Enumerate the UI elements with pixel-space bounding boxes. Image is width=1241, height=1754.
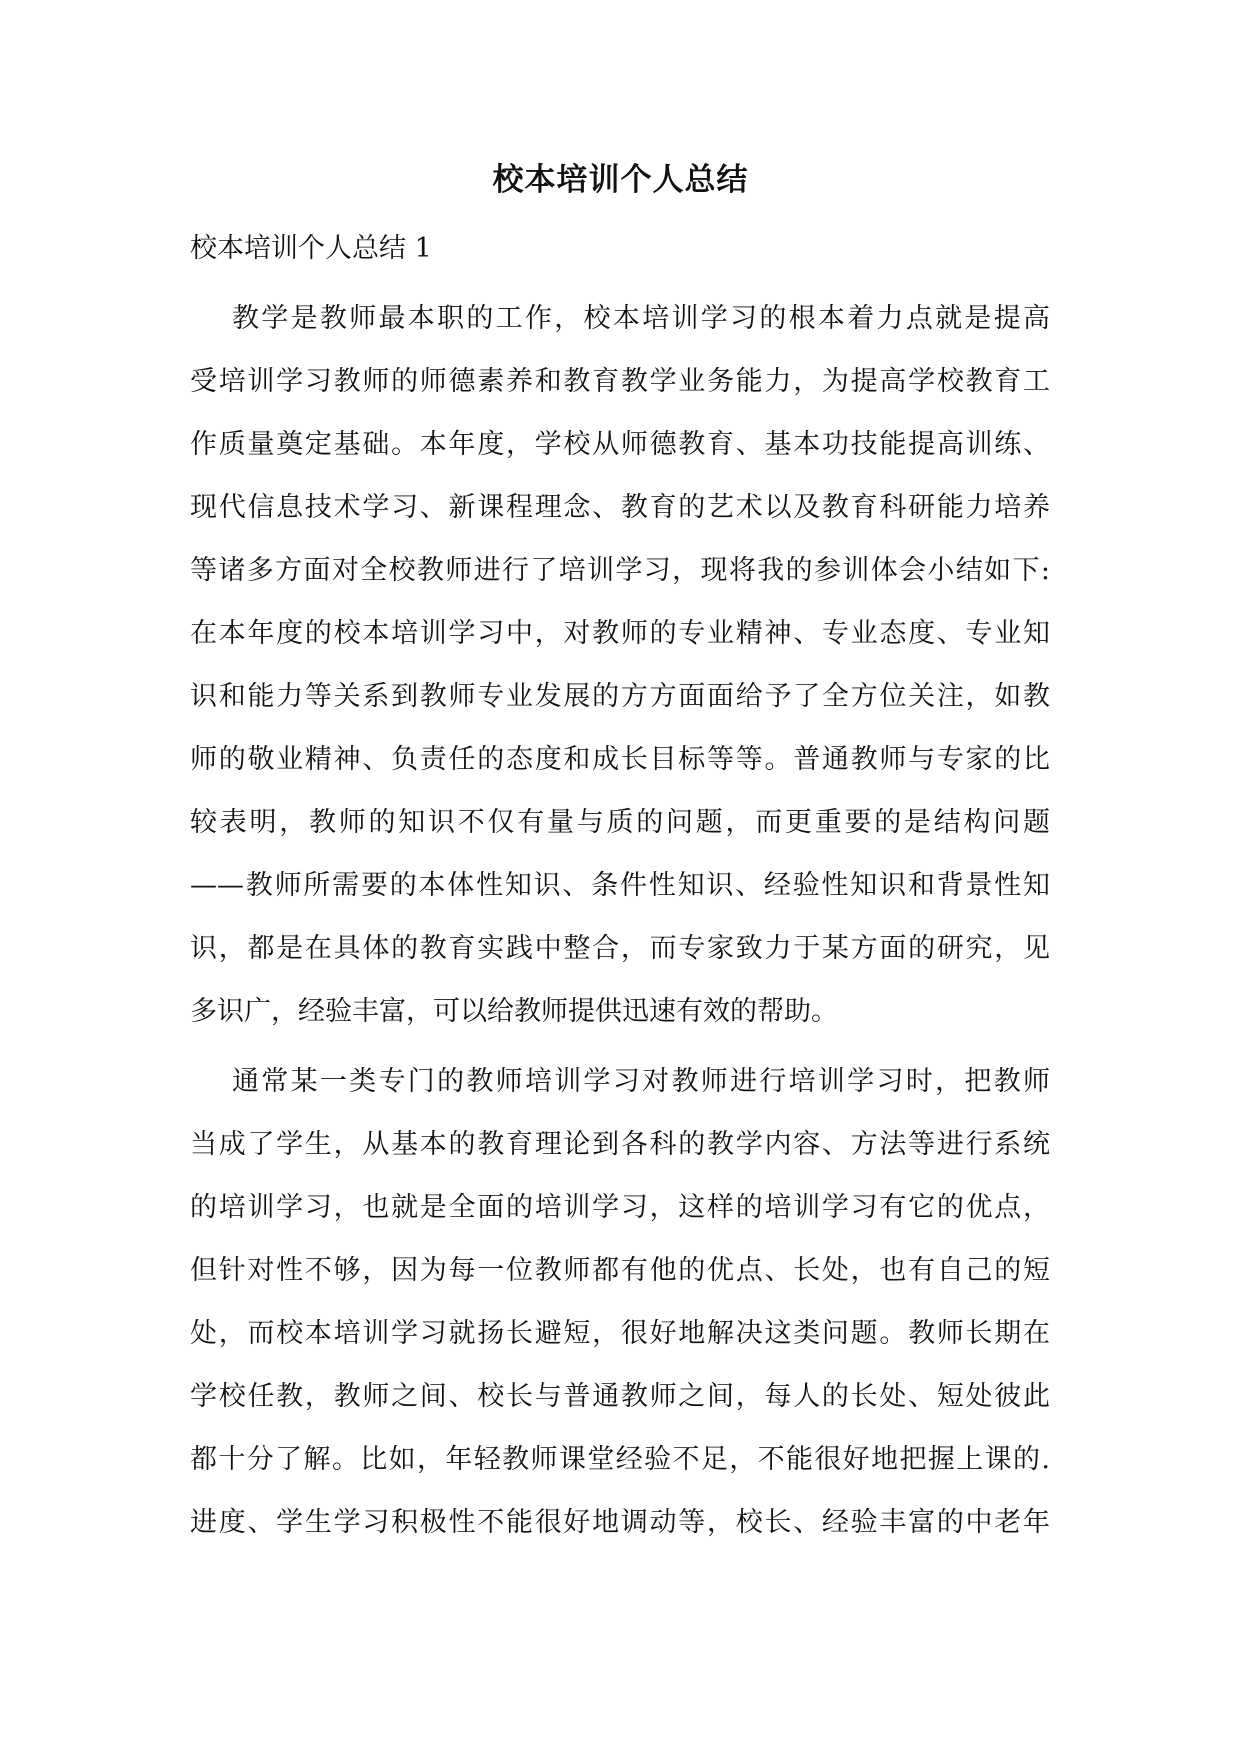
paragraph-2-line: 进度、学生学习积极性不能很好地调动等，校长、经验丰富的中老年 (190, 1507, 1050, 1538)
paragraph-1-line: 多识广，经验丰富，可以给教师提供迅速有效的帮助。 (190, 996, 838, 1027)
paragraph-1-line: 在本年度的校本培训学习中，对教师的专业精神、专业态度、专业知 (190, 618, 1050, 649)
section-heading: 校本培训个人总结 1 (190, 233, 432, 264)
paragraph-1-line: 较表明，教师的知识不仅有量与质的问题，而更重要的是结构问题 (190, 807, 1050, 838)
paragraph-2-line: 通常某一类专门的教师培训学习对教师进行培训学习时，把教师 (232, 1066, 1050, 1097)
paragraph-1-line: 识和能力等关系到教师专业发展的方方面面给予了全方位关注，如教 (190, 681, 1050, 712)
paragraph-1-line: 现代信息技术学习、新课程理念、教育的艺术以及教育科研能力培养 (190, 492, 1050, 523)
paragraph-1-line: 教学是教师最本职的工作，校本培训学习的根本着力点就是提高 (232, 303, 1050, 334)
paragraph-2-line: 的培训学习，也就是全面的培训学习，这样的培训学习有它的优点， (190, 1192, 1050, 1223)
paragraph-1-line: 等诸多方面对全校教师进行了培训学习，现将我的参训体会小结如下: (190, 555, 1050, 586)
paragraph-1-line: 识，都是在具体的教育实践中整合，而专家致力于某方面的研究，见 (190, 933, 1050, 964)
paragraph-2-line: 都十分了解。比如，年轻教师课堂经验不足，不能很好地把握上课的. (190, 1444, 1050, 1475)
paragraph-1-line: ——教师所需要的本体性知识、条件性知识、经验性知识和背景性知 (190, 870, 1050, 901)
paragraph-2-line: 处，而校本培训学习就扬长避短，很好地解决这类问题。教师长期在 (190, 1318, 1050, 1349)
paragraph-1-line: 受培训学习教师的师德素养和教育教学业务能力，为提高学校教育工 (190, 366, 1050, 397)
paragraph-2-line: 当成了学生，从基本的教育理论到各科的教学内容、方法等进行系统 (190, 1129, 1050, 1160)
paragraph-1-line: 师的敬业精神、负责任的态度和成长目标等等。普通教师与专家的比 (190, 744, 1050, 775)
paragraph-2-line: 但针对性不够，因为每一位教师都有他的优点、长处，也有自己的短 (190, 1255, 1050, 1286)
document-title: 校本培训个人总结 (492, 162, 749, 198)
paragraph-1-line: 作质量奠定基础。本年度，学校从师德教育、基本功技能提高训练、 (190, 429, 1050, 460)
paragraph-2-line: 学校任教，教师之间、校长与普通教师之间，每人的长处、短处彼此 (190, 1381, 1050, 1412)
